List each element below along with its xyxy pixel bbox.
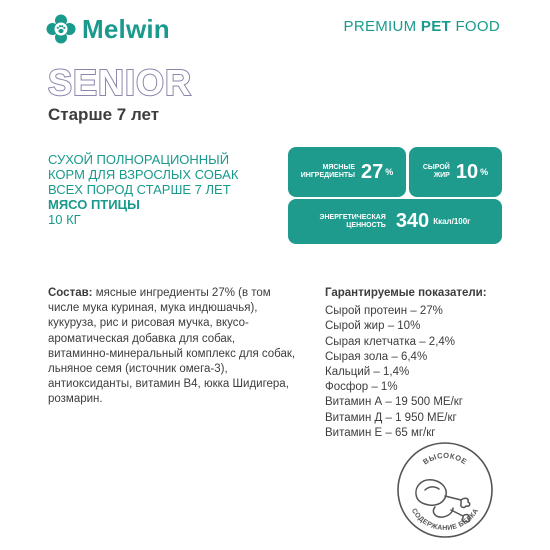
tile-label (423, 164, 450, 180)
tile-value: 27 (361, 160, 384, 183)
brand-name: Melwin (82, 14, 170, 44)
tile-label-line: МЯСНЫЕ (322, 164, 355, 171)
description-line: ВСЕХ ПОРОД СТАРШЕ 7 ЛЕТ (48, 182, 231, 197)
svg-text:ВЫСОКОЕ (421, 451, 469, 467)
guaranteed-item: Витамин Д – 1 950 МЕ/кг (325, 411, 457, 424)
tile-crude-fat (409, 147, 502, 197)
tile-unit: % (480, 167, 489, 177)
brand-tagline (344, 18, 500, 35)
composition-text: мясные ингредиенты 27% (в том числе мука куриная, мука индюшачья), кукуруза, рис и рисовая мучка, вкусо-ароматическая добавка для собак, витаминно-минеральный комплекс для собак, льняное семя (источник омега-3), антиоксиданты, витамин В4, юкка Шидигера, розмарин. (48, 287, 296, 406)
tile-value: 10 (455, 160, 479, 183)
brand-logo (46, 12, 170, 46)
description-line: СУХОЙ ПОЛНОРАЦИОННЫЙ (48, 152, 230, 167)
tile-label-line: ЖИР (433, 172, 450, 179)
guaranteed-item: Сырой жир – 10% (325, 320, 421, 333)
tile-label (319, 214, 385, 230)
composition-block (48, 286, 296, 408)
badge-bottom-text: СОДЕРЖАНИЕ БЕЛКА (409, 507, 481, 533)
high-protein-badge (395, 440, 495, 540)
tile-label-line: ИНГРЕДИЕНТЫ (300, 172, 355, 179)
guaranteed-values (325, 286, 525, 441)
paw-flower-icon (46, 14, 76, 44)
product-flavor: МЯСО ПТИЦЫ (48, 197, 140, 212)
composition-label: Состав: (48, 287, 93, 299)
product-description (48, 152, 288, 227)
tile-unit: % (385, 167, 394, 177)
guaranteed-heading: Гарантируемые показатели: (325, 287, 487, 299)
tile-label-line: ЦЕННОСТЬ (346, 221, 386, 229)
tile-unit: Ккал/100г (433, 217, 471, 226)
description-line: КОРМ ДЛЯ ВЗРОСЛЫХ СОБАК (48, 167, 239, 182)
tile-meat-ingredients (288, 147, 406, 197)
product-weight: 10 КГ (48, 212, 81, 227)
guaranteed-item: Сырая клетчатка – 2,4% (325, 335, 456, 348)
guaranteed-item: Витамин А – 19 500 МЕ/кг (325, 396, 463, 409)
tile-label-line: СЫРОЙ (422, 164, 450, 171)
product-title: SENIOR (48, 62, 193, 103)
guaranteed-item: Сырой протеин – 27% (325, 305, 443, 318)
tagline-bold: PET (420, 18, 451, 35)
guaranteed-item: Сырая зола – 6,4% (325, 350, 428, 363)
tile-value: 340 (395, 210, 430, 232)
tagline-post: FOOD (451, 18, 500, 35)
tagline-pre: PREMIUM (343, 18, 421, 35)
tile-energy-value (288, 199, 502, 244)
guaranteed-item: Витамин Е – 65 мг/кг (325, 426, 436, 439)
product-age: Старше 7 лет (48, 105, 160, 124)
tile-label-line: ЭНЕРГЕТИЧЕСКАЯ (319, 213, 386, 221)
guaranteed-item: Кальций – 1,4% (325, 366, 410, 379)
tile-label (301, 164, 355, 180)
badge-top-text: ВЫСОКОЕ (421, 450, 469, 467)
chicken-leg-icon (416, 480, 470, 522)
guaranteed-item: Фосфор – 1% (325, 381, 398, 394)
